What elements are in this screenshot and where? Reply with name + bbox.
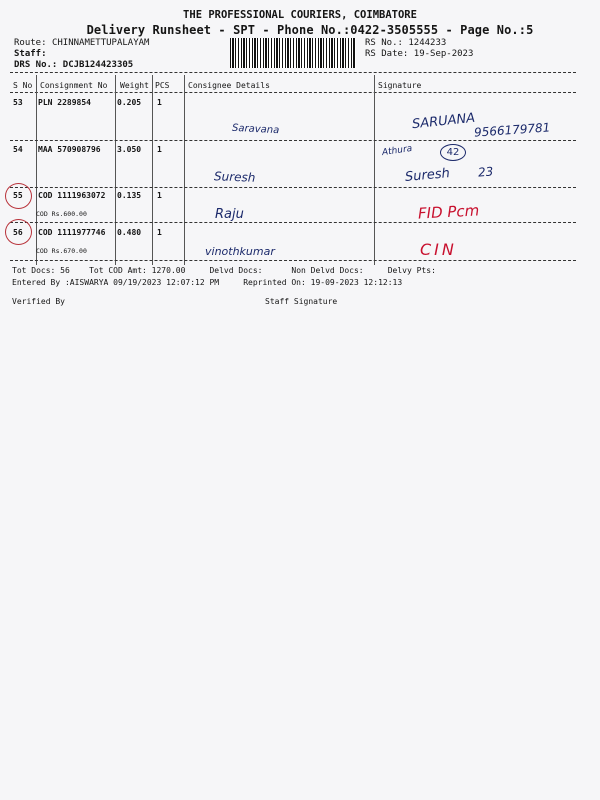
barcode bbox=[230, 38, 356, 68]
col-divider bbox=[115, 75, 116, 265]
col-divider bbox=[184, 75, 185, 265]
route-row bbox=[14, 38, 149, 48]
signature-handwriting: SARUANA bbox=[411, 110, 476, 133]
staff-label: Staff: bbox=[14, 49, 47, 59]
col-divider bbox=[374, 75, 375, 265]
row-consignment: COD 1111977746 bbox=[38, 228, 106, 237]
rs-date-label: RS Date: bbox=[365, 49, 409, 59]
signature-handwriting: CIN bbox=[420, 240, 457, 259]
row-sno: 55 bbox=[13, 191, 23, 200]
row-weight: 3.050 bbox=[117, 145, 142, 154]
non-delivered-docs: Non Delvd Docs: bbox=[291, 266, 364, 275]
route-value: CHINNAMETTUPALAYAM bbox=[51, 38, 150, 48]
rs-no-label: RS No.: bbox=[365, 38, 403, 48]
consignee-handwriting: Saravana bbox=[231, 122, 280, 137]
rs-no-value: 1244233 bbox=[408, 38, 447, 48]
consignee-handwriting: vinothkumar bbox=[205, 245, 275, 258]
row-consignment: COD 1111963072 bbox=[38, 191, 106, 200]
drs-label: DRS No.: bbox=[14, 60, 58, 70]
row-consignment: PLN 2289854 bbox=[38, 98, 91, 107]
route-label: Route: bbox=[14, 38, 47, 48]
col-header-sno: S No bbox=[13, 81, 33, 90]
drs-row bbox=[14, 60, 133, 70]
circled-number-handwriting: 42 bbox=[440, 144, 466, 161]
delivered-docs: Delvd Docs: bbox=[209, 266, 263, 275]
tot-cod-amount: Tot COD Amt: 1270.00 bbox=[89, 266, 186, 275]
row-consignment: MAA 570908796 bbox=[38, 145, 101, 154]
reprinted-on: Reprinted On: 19-09-2023 12:12:13 bbox=[243, 278, 403, 287]
col-header-consignment: Consignment No bbox=[40, 81, 108, 90]
row-sno: 54 bbox=[13, 145, 23, 154]
row-weight: 0.480 bbox=[117, 228, 142, 237]
entry-row bbox=[12, 278, 402, 287]
row-rule bbox=[10, 187, 576, 188]
verified-by: Verified By bbox=[12, 297, 65, 306]
signature-phone-handwriting: 9566179781 bbox=[473, 120, 551, 140]
signature-handwriting: Suresh bbox=[404, 166, 451, 185]
row-pcs: 1 bbox=[157, 145, 162, 154]
signature-handwriting: FID Pcm bbox=[417, 201, 480, 223]
row-sno: 53 bbox=[13, 98, 23, 107]
consignee-handwriting: Suresh bbox=[213, 169, 256, 185]
delivery-points: Delvy Pts: bbox=[387, 266, 436, 275]
col-divider bbox=[152, 75, 153, 265]
row-pcs: 1 bbox=[157, 191, 162, 200]
company-title: THE PROFESSIONAL COURIERS, COIMBATORE bbox=[183, 9, 417, 21]
row-pcs: 1 bbox=[157, 98, 162, 107]
col-header-weight: Weight bbox=[120, 81, 149, 90]
consignee-handwriting: Raju bbox=[215, 207, 244, 222]
col-header-signature: Signature bbox=[378, 81, 422, 90]
entered-by: Entered By :AISWARYA 09/19/2023 12:07:12 PM bbox=[12, 278, 220, 287]
cod-amount: COD Rs.600.00 bbox=[36, 210, 87, 218]
col-header-pcs: PCS bbox=[155, 81, 170, 90]
col-divider bbox=[36, 75, 37, 265]
rs-date-value: 19-Sep-2023 bbox=[413, 49, 474, 59]
runsheet-title: Delivery Runsheet - SPT - Phone No.:0422-3505555 - Page No.:5 bbox=[86, 23, 534, 37]
row-rule bbox=[10, 140, 576, 141]
totals-row bbox=[12, 266, 436, 275]
cod-amount: COD Rs.670.00 bbox=[36, 247, 87, 255]
row-weight: 0.205 bbox=[117, 98, 142, 107]
drs-value: DCJB124423305 bbox=[62, 60, 134, 70]
tot-docs: Tot Docs: 56 bbox=[12, 266, 70, 275]
col-header-consignee: Consignee Details bbox=[188, 81, 270, 90]
header-rule bbox=[10, 92, 576, 93]
rs-date-row bbox=[365, 49, 473, 59]
rs-no-row bbox=[365, 38, 446, 48]
signature-note-handwriting: Athura bbox=[381, 143, 413, 159]
row-rule bbox=[10, 222, 576, 223]
row-pcs: 1 bbox=[157, 228, 162, 237]
signature-date-handwriting: 23 bbox=[477, 164, 494, 180]
row-sno: 56 bbox=[13, 228, 23, 237]
row-weight: 0.135 bbox=[117, 191, 142, 200]
staff-signature: Staff Signature bbox=[265, 297, 338, 306]
table-bottom-rule bbox=[10, 260, 576, 261]
table-top-rule bbox=[10, 72, 576, 73]
